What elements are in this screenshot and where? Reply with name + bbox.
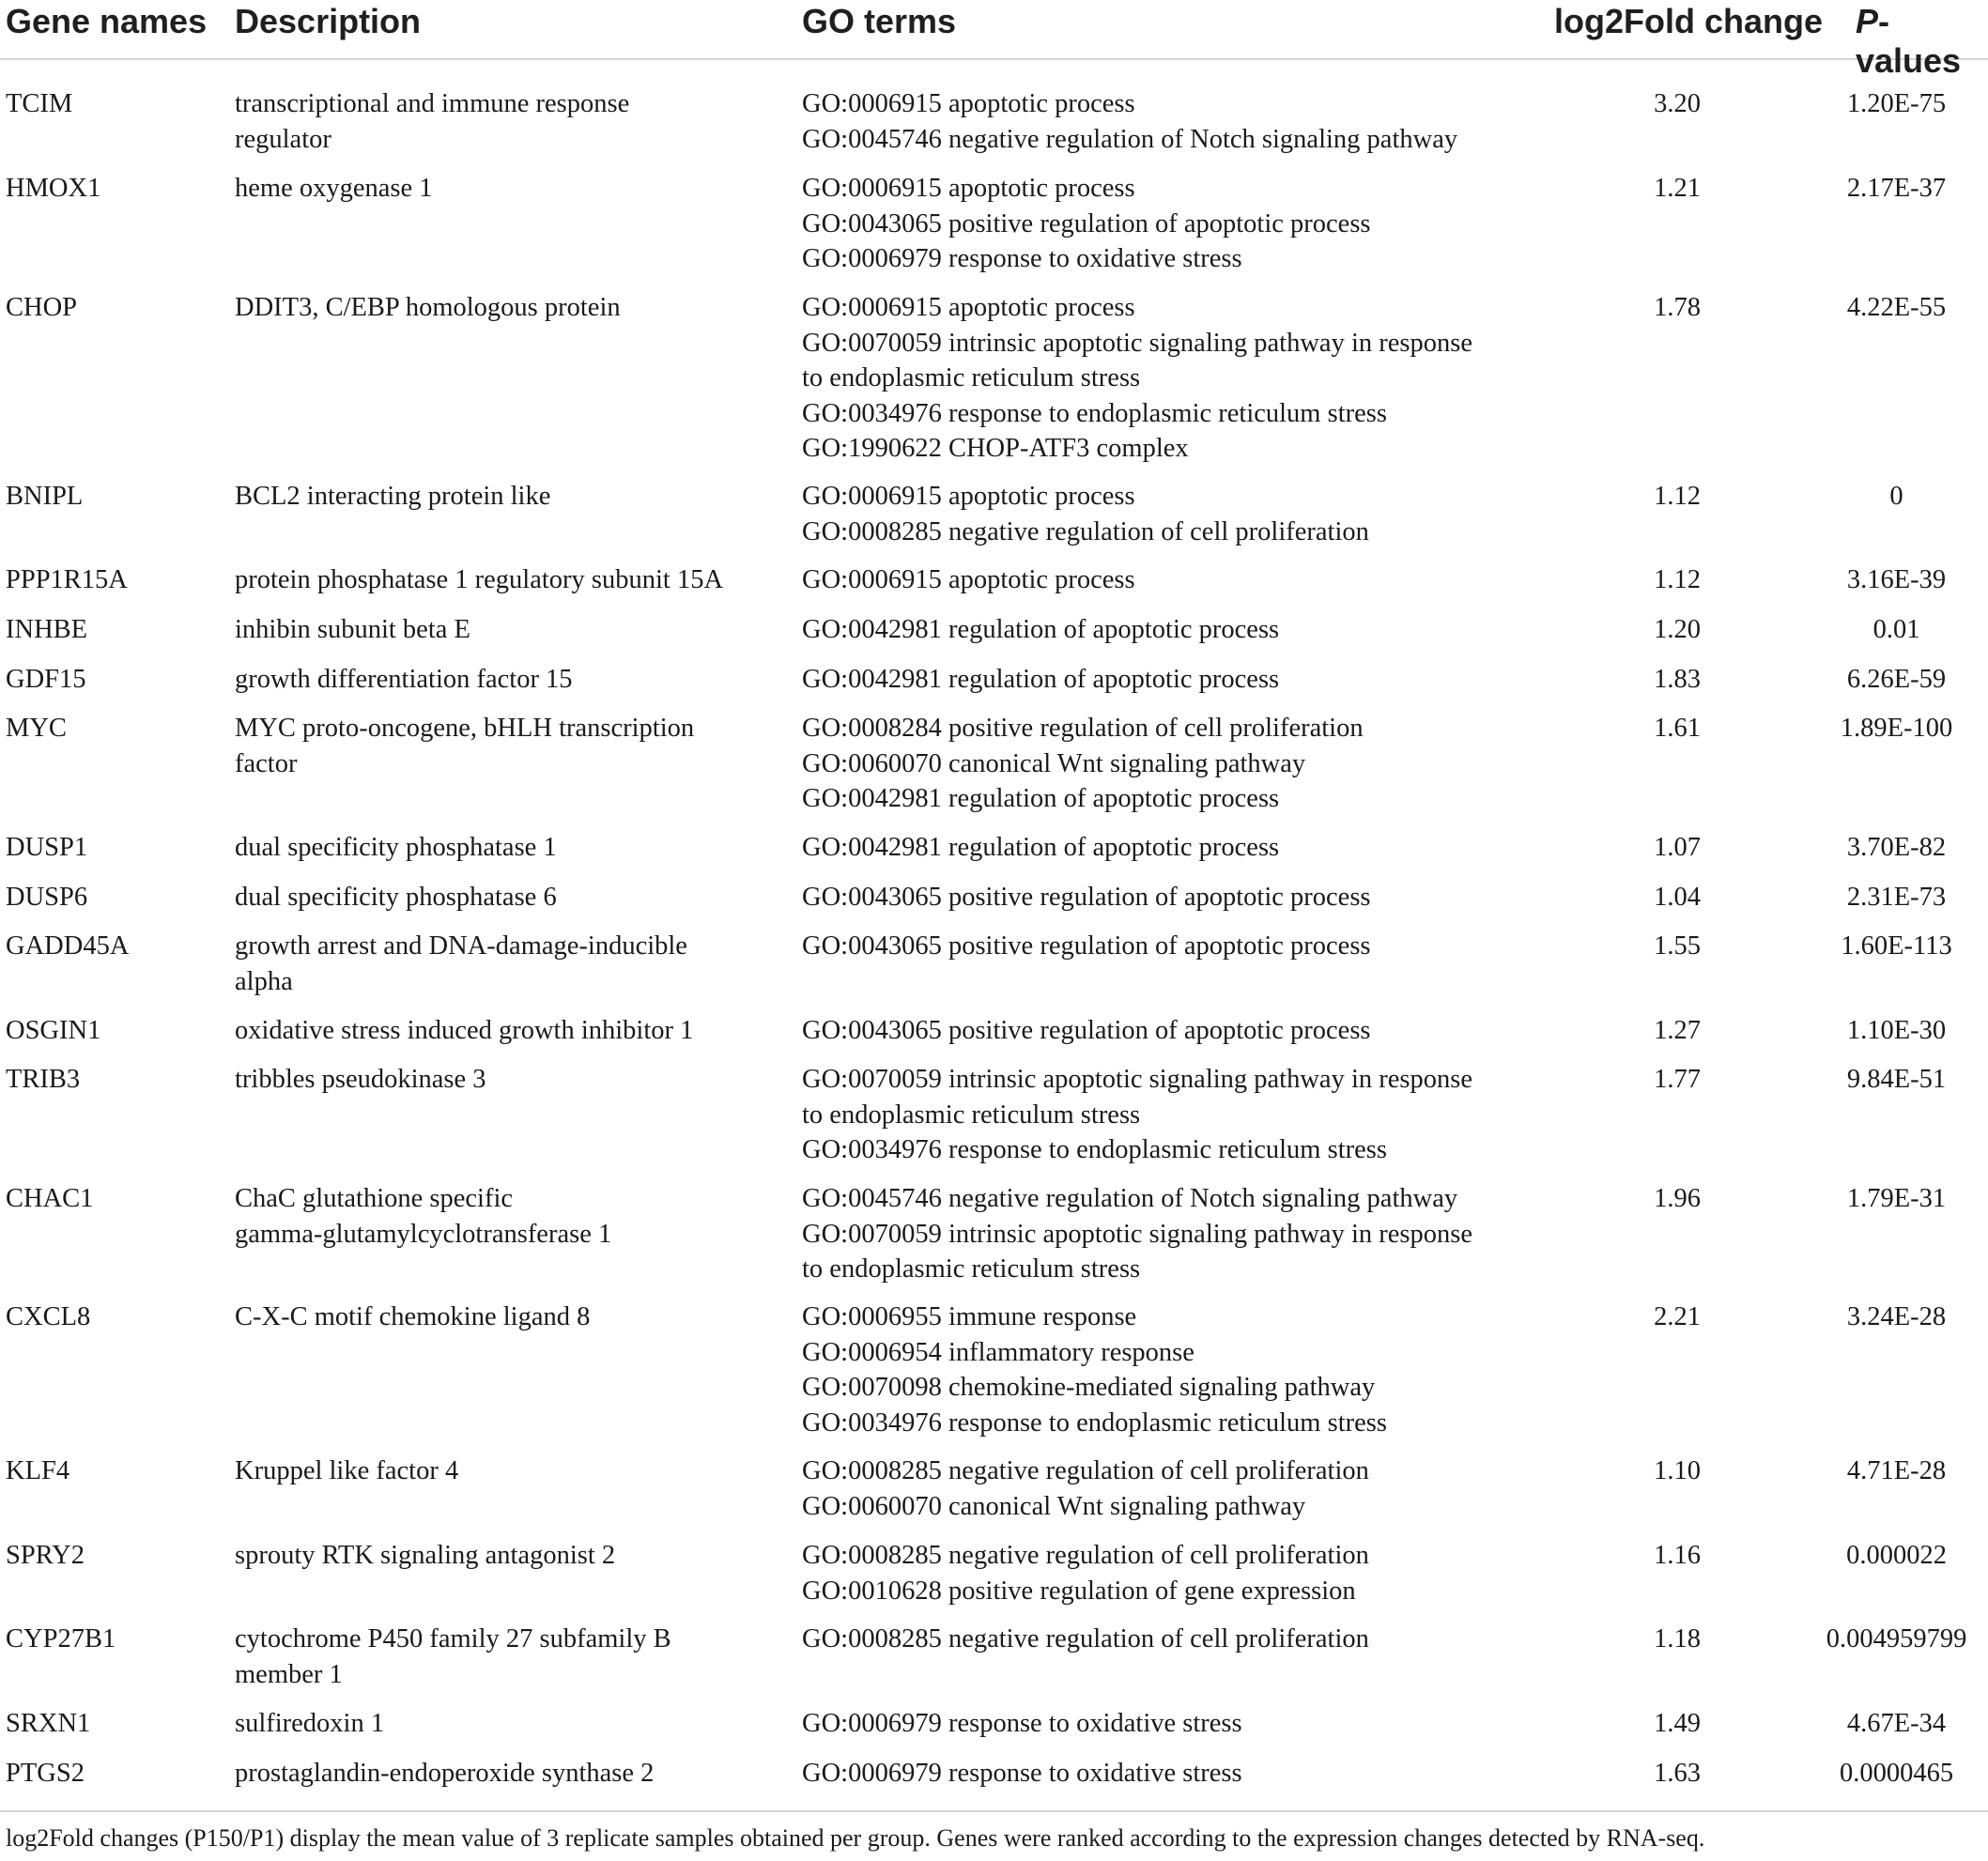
log2fold-cell: 1.83 [1654,665,1701,694]
go-terms-cell: GO:0043065 positive regulation of apoptotic process [802,931,1371,961]
gene-name-cell: PPP1R15A [6,565,128,594]
p-value-cell: 1.89E-100 [1840,714,1953,743]
p-value-cell: 1.60E-113 [1841,931,1952,961]
p-value-cell: 0.01 [1872,615,1920,644]
log2fold-cell: 1.77 [1654,1065,1701,1094]
go-terms-cell: GO:0008285 negative regulation of cell proliferation GO:0060070 canonical Wnt signaling pathway [802,1456,1369,1521]
p-value-cell: 2.17E-37 [1846,174,1947,203]
description-cell: heme oxygenase 1 [235,174,433,203]
description-cell: dual specificity phosphatase 6 [235,883,557,912]
p-value-cell: 3.70E-82 [1846,833,1947,862]
go-terms-cell: GO:0006915 apoptotic process GO:0045746 negative regulation of Notch signaling pathway [802,89,1458,154]
description-cell: protein phosphatase 1 regulatory subunit 15A [235,565,724,594]
go-terms-cell: GO:0008285 negative regulation of cell proliferation GO:0010628 positive regulation of gene expression [802,1541,1369,1606]
gene-name-cell: INHBE [6,615,88,644]
gene-name-cell: CYP27B1 [6,1624,116,1653]
log2fold-cell: 1.55 [1654,931,1701,961]
header-p-rest: -values [1856,2,1962,80]
p-value-cell: 0 [1889,482,1903,511]
log2fold-cell: 3.20 [1654,89,1701,118]
go-terms-cell: GO:0042981 regulation of apoptotic process [802,665,1280,694]
go-terms-cell: GO:0006955 immune response GO:0006954 inflammatory response GO:0070098 chemokine-mediated signaling pathway GO:0034976 response to endoplasmic reticulum stress [802,1302,1387,1438]
gene-name-cell: DUSP6 [6,883,88,912]
log2fold-cell: 1.10 [1654,1456,1701,1485]
gene-name-cell: BNIPL [6,482,84,511]
gene-name-cell: TRIB3 [6,1065,81,1094]
go-terms-cell: GO:0070059 intrinsic apoptotic signaling pathway in response to endoplasmic reticulum stress GO:0034976 response to endoplasmic reticulum stress [802,1065,1472,1164]
description-cell: Kruppel like factor 4 [235,1456,459,1485]
log2fold-cell: 1.12 [1654,482,1701,511]
description-cell: sprouty RTK signaling antagonist 2 [235,1541,616,1570]
log2fold-cell: 1.78 [1654,293,1701,322]
gene-name-cell: CXCL8 [6,1302,91,1331]
gene-name-cell: TCIM [6,89,73,118]
log2fold-cell: 1.04 [1654,883,1701,912]
go-terms-cell: GO:0043065 positive regulation of apoptotic process [802,1016,1371,1045]
description-cell: cytochrome P450 family 27 subfamily B member 1 [235,1624,671,1689]
go-terms-cell: GO:0042981 regulation of apoptotic process [802,615,1280,644]
log2fold-cell: 1.27 [1654,1016,1701,1045]
gene-name-cell: CHAC1 [6,1184,94,1213]
description-cell: tribbles pseudokinase 3 [235,1065,486,1094]
gene-name-cell: OSGIN1 [6,1016,101,1045]
go-terms-cell: GO:0006915 apoptotic process [802,565,1135,594]
gene-name-cell: PTGS2 [6,1759,85,1788]
p-value-cell: 2.31E-73 [1846,883,1947,912]
log2fold-cell: 1.96 [1654,1184,1701,1213]
p-value-cell: 1.10E-30 [1846,1016,1947,1045]
log2fold-cell: 2.21 [1654,1302,1701,1331]
p-value-cell: 3.16E-39 [1846,565,1947,594]
go-terms-cell: GO:0006979 response to oxidative stress [802,1709,1242,1738]
go-terms-cell: GO:0008285 negative regulation of cell proliferation [802,1624,1369,1653]
description-cell: C-X-C motif chemokine ligand 8 [235,1302,591,1331]
p-value-cell: 6.26E-59 [1846,665,1947,694]
p-value-cell: 1.79E-31 [1846,1184,1947,1213]
gene-name-cell: HMOX1 [6,174,101,203]
header-p-values [1856,2,1988,81]
gene-name-cell: DUSP1 [6,833,88,862]
description-cell: DDIT3, C/EBP homologous protein [235,293,621,322]
go-terms-cell: GO:0006979 response to oxidative stress [802,1759,1242,1788]
description-cell: growth arrest and DNA-damage-inducible alpha [235,931,687,996]
go-terms-cell: GO:0006915 apoptotic process GO:0070059 intrinsic apoptotic signaling pathway in response to endoplasmic reticulum stress GO:0034976 response to endoplasmic reticulum stress GO:1990622 CHOP-ATF3 complex [802,293,1472,463]
gene-name-cell: CHOP [6,293,78,322]
description-cell: prostaglandin-endoperoxide synthase 2 [235,1759,655,1788]
p-value-cell: 0.0000465 [1839,1759,1954,1788]
gene-name-cell: MYC [6,714,67,743]
gene-name-cell: GDF15 [6,665,86,694]
header-p-italic: P [1856,2,1879,40]
description-cell: dual specificity phosphatase 1 [235,833,557,862]
gene-name-cell: SPRY2 [6,1541,85,1570]
p-value-cell: 0.004959799 [1826,1624,1967,1653]
log2fold-cell: 1.63 [1654,1759,1701,1788]
go-terms-cell: GO:0006915 apoptotic process GO:0008285 negative regulation of cell proliferation [802,482,1369,546]
gene-name-cell: KLF4 [6,1456,70,1485]
table-header [0,0,1988,80]
p-value-cell: 1.20E-75 [1846,89,1947,118]
table-bottom-rule [0,1810,1988,1812]
gene-name-cell: GADD45A [6,931,130,961]
go-terms-cell: GO:0045746 negative regulation of Notch signaling pathway GO:0070059 intrinsic apoptotic signaling pathway in response to endoplasmic reticulum stress [802,1184,1472,1284]
p-value-cell: 4.67E-34 [1846,1709,1947,1738]
header-description: Description [235,2,422,40]
description-cell: growth differentiation factor 15 [235,665,573,694]
log2fold-cell: 1.20 [1654,615,1701,644]
description-cell: oxidative stress induced growth inhibitor 1 [235,1016,694,1045]
go-terms-cell: GO:0043065 positive regulation of apoptotic process [802,883,1371,912]
header-go-terms: GO terms [802,2,957,40]
description-cell: MYC proto-oncogene, bHLH transcription factor [235,714,695,778]
go-terms-cell: GO:0042981 regulation of apoptotic process [802,833,1280,862]
description-cell: transcriptional and immune response regulator [235,89,630,154]
p-value-cell: 4.71E-28 [1846,1456,1947,1485]
header-log2fold-change: log2Fold change [1554,2,1824,40]
description-cell: inhibin subunit beta E [235,615,470,644]
header-gene-names: Gene names [6,2,208,40]
table-footnote: log2Fold changes (P150/P1) display the mean value of 3 replicate samples obtained per group. Genes were ranked according to the expression changes detected by RNA-seq. [6,1824,1705,1852]
log2fold-cell: 1.16 [1654,1541,1701,1570]
go-terms-cell: GO:0008284 positive regulation of cell proliferation GO:0060070 canonical Wnt signaling pathway GO:0042981 regulation of apoptotic process [802,714,1364,813]
gene-name-cell: SRXN1 [6,1709,91,1738]
go-terms-cell: GO:0006915 apoptotic process GO:0043065 positive regulation of apoptotic process GO:0006979 response to oxidative stress [802,174,1371,273]
p-value-cell: 0.000022 [1846,1541,1947,1570]
description-cell: ChaC glutathione specific gamma-glutamylcyclotransferase 1 [235,1184,612,1249]
p-value-cell: 3.24E-28 [1846,1302,1947,1331]
log2fold-cell: 1.49 [1654,1709,1701,1738]
p-value-cell: 9.84E-51 [1846,1065,1947,1094]
log2fold-cell: 1.21 [1654,174,1701,203]
p-value-cell: 4.22E-55 [1846,293,1947,322]
description-cell: sulfiredoxin 1 [235,1709,385,1738]
description-cell: BCL2 interacting protein like [235,482,551,511]
log2fold-cell: 1.07 [1654,833,1701,862]
log2fold-cell: 1.18 [1654,1624,1701,1653]
log2fold-cell: 1.61 [1654,714,1701,743]
log2fold-cell: 1.12 [1654,565,1701,594]
